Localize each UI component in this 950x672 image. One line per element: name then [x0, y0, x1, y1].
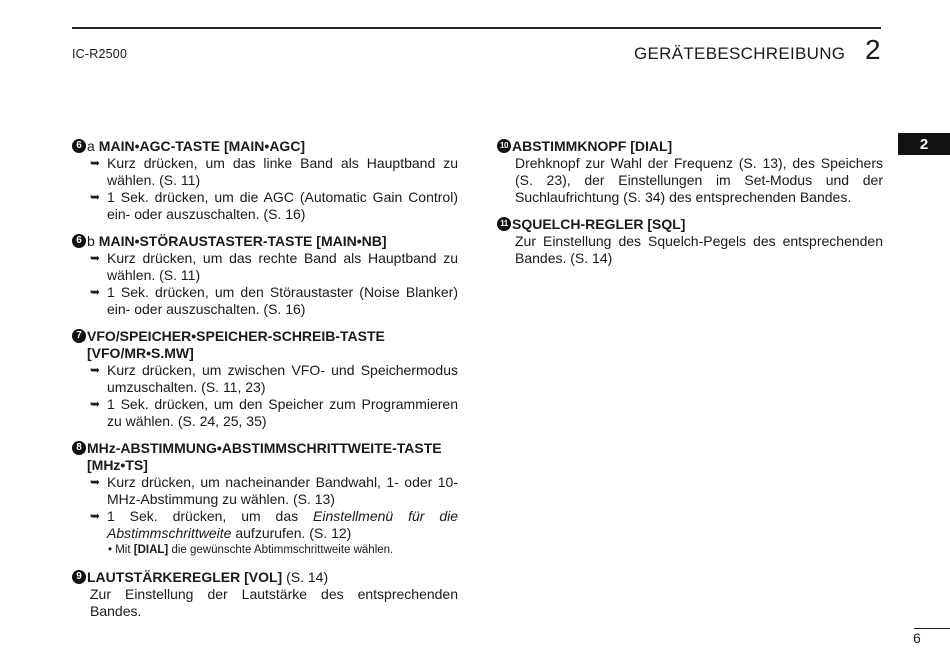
circled-number-icon: 9	[72, 570, 86, 584]
item-title: MHz-ABSTIMMUNG•ABSTIMMSCHRITTWEITE-TASTE [MHz•TS]	[87, 440, 442, 473]
item-dial	[497, 138, 883, 206]
bullet-text: Kurz drücken, um das linke Band als Hauptband zu wählen. (S. 11)	[107, 155, 458, 188]
model-name: IC-R2500	[72, 47, 128, 61]
bullet-text-part: 1 Sek. drücken, um das	[107, 508, 314, 524]
item-main-agc	[72, 138, 458, 223]
chapter-number: 2	[865, 34, 881, 65]
item-body: Zur Einstellung der Lautstärke des entsprechenden Bandes.	[90, 586, 458, 619]
item-vfo-mr	[72, 328, 458, 430]
note-text-part: • Mit	[108, 544, 134, 556]
item-body: Drehknopf zur Wahl der Frequenz (S. 13), des Speichers (S. 23), der Einstellungen im Set-Modus und der Suchlaufrichtung (S. 34) des entsprechenden Bandes.	[515, 155, 883, 205]
menu-name-emphasis: Einstellmenü für die Abstimmschrittweite	[107, 508, 459, 541]
arrow-bullet-icon: ➥	[90, 475, 101, 489]
note-text-part: die gewünschte Abtimmschrittweite wählen.	[168, 544, 394, 556]
item-title: VFO/SPEICHER•SPEICHER-SCHREIB-TASTE [VFO/MR•S.MW]	[87, 328, 385, 361]
item-title: LAUTSTÄRKEREGLER [VOL]	[87, 569, 283, 585]
arrow-bullet-icon: ➥	[90, 397, 101, 411]
item-main-nb	[72, 233, 458, 318]
arrow-bullet-icon: ➥	[90, 285, 101, 299]
bullet-text: 1 Sek. drücken, um die AGC (Automatic Gain Control) ein- oder auszuschalten. (S. 16)	[107, 189, 458, 222]
item-title: ABSTIMMKNOPF [DIAL]	[512, 138, 673, 154]
circled-number-icon: 7	[72, 329, 86, 343]
bullet-text: Kurz drücken, um das rechte Band als Hauptband zu wählen. (S. 11)	[107, 250, 458, 283]
item-suffix: b	[87, 233, 95, 249]
circled-number-icon: 6	[72, 139, 86, 153]
arrow-bullet-icon: ➥	[90, 363, 101, 377]
item-title-reference: (S. 14)	[282, 569, 329, 585]
item-sql	[497, 216, 883, 267]
item-title: MAIN•AGC-TASTE [MAIN•AGC]	[98, 138, 306, 154]
bullet-text: 1 Sek. drücken, um den Störaustaster (Noise Blanker) ein- oder auszuschalten. (S. 16)	[107, 284, 458, 317]
circled-number-icon: 8	[72, 441, 86, 455]
bullet-text: Kurz drücken, um nacheinander Bandwahl, 1- oder 10-MHz-Abstimmung zu wählen. (S. 13)	[107, 474, 458, 507]
right-column	[497, 138, 883, 277]
left-column	[72, 138, 458, 630]
arrow-bullet-icon: ➥	[90, 156, 101, 170]
arrow-bullet-icon: ➥	[90, 251, 101, 265]
item-suffix: a	[87, 138, 95, 154]
circled-number-icon: 10	[497, 139, 511, 153]
item-vol	[72, 569, 458, 620]
arrow-bullet-icon: ➥	[90, 509, 101, 523]
bullet-text	[107, 508, 458, 542]
footer-rule	[914, 628, 950, 629]
item-body: Zur Einstellung des Squelch-Pegels des entsprechenden Bandes. (S. 14)	[515, 233, 883, 266]
circled-number-icon: 11	[497, 217, 511, 231]
bullet-text: 1 Sek. drücken, um den Speicher zum Programmieren zu wählen. (S. 24, 25, 35)	[107, 396, 458, 429]
arrow-bullet-icon: ➥	[90, 190, 101, 204]
header-rule	[72, 27, 881, 29]
item-mhz-ts	[72, 440, 458, 559]
sub-note	[108, 542, 458, 559]
item-title: MAIN•STÖRAUSTASTER-TASTE [MAIN•NB]	[98, 233, 387, 249]
chapter-side-tab: 2	[898, 133, 950, 155]
note-key-name: [DIAL]	[133, 544, 169, 556]
circled-number-icon: 6	[72, 234, 86, 248]
page-number: 6	[913, 630, 921, 646]
item-title: SQUELCH-REGLER [SQL]	[512, 216, 686, 232]
bullet-text: Kurz drücken, um zwischen VFO- und Speichermodus umzuschalten. (S. 11, 23)	[107, 362, 458, 395]
bullet-text-part: aufzurufen. (S. 12)	[231, 525, 352, 541]
chapter-title: GERÄTEBESCHREIBUNG	[634, 44, 846, 63]
